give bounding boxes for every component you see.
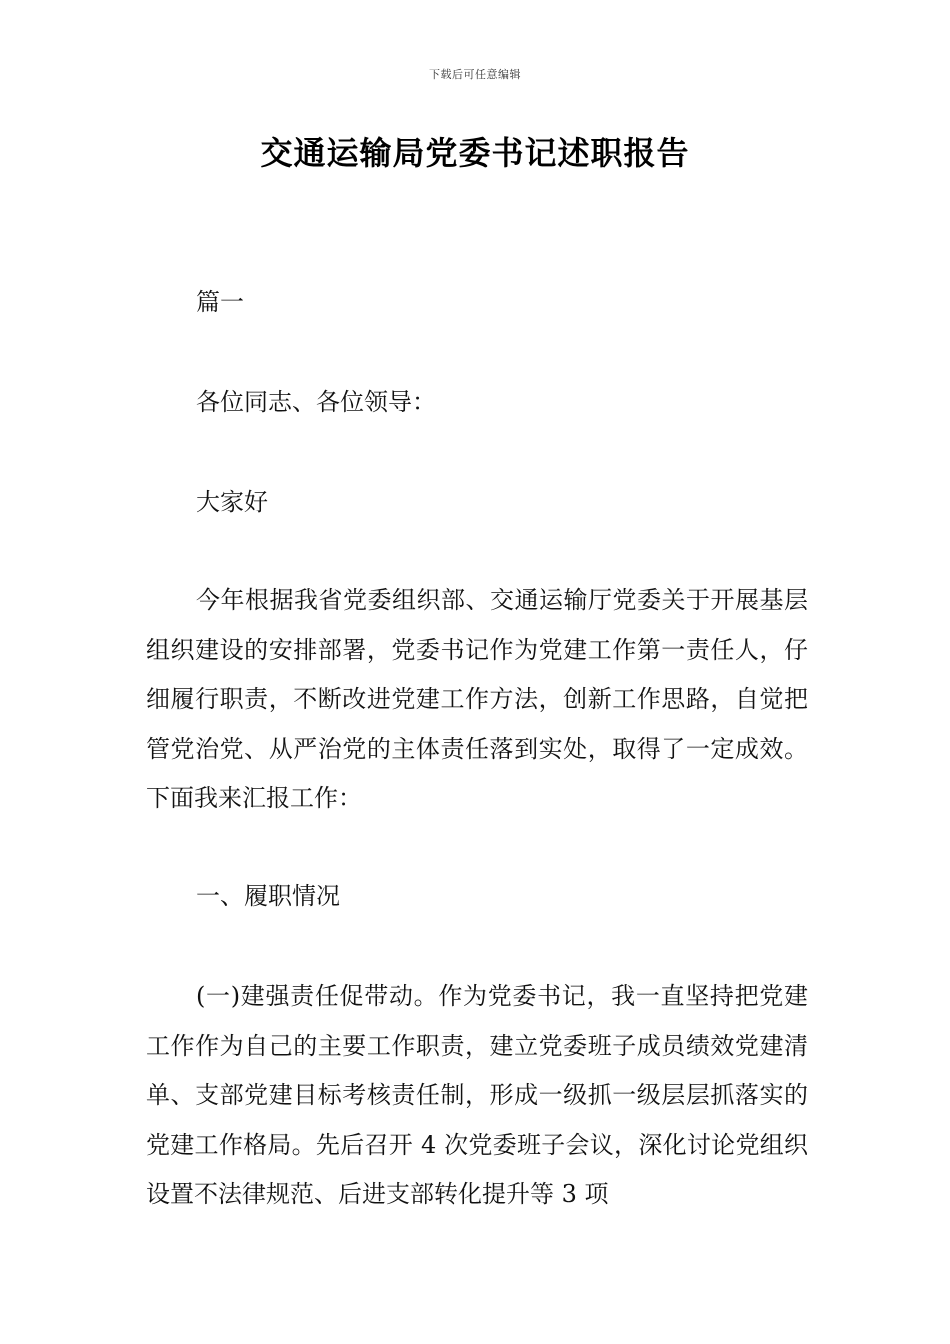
document-title: 交通运输局党委书记述职报告 (260, 134, 690, 172)
section-label: 篇一 (196, 288, 244, 316)
salutation: 各位同志、各位领导： (196, 388, 436, 416)
subsection-paragraph: (一)建强责任促带动。作为党委书记，我一直坚持把党建工作作为自己的主要工作职责，建立党委班子成员绩效党建清单、支部党建目标考核责任制，形成一级抓一级层层抓落实的党建工作格局。先后召开 4 次党委班子会议，深化讨论党组织设置不法律规范、后进支部转化提升等 3 项 (146, 982, 808, 1208)
header-note: 下载后可任意编辑 (429, 68, 521, 81)
intro-paragraph: 今年根据我省党委组织部、交通运输厅党委关于开展基层组织建设的安排部署，党委书记作为党建工作第一责任人，仔细履行职责，不断改进党建工作方法，创新工作思路，自觉把管党治党、从严治党的主体责任落到实处，取得了一定成效。下面我来汇报工作： (146, 586, 808, 812)
section-heading: 一、履职情况 (196, 882, 340, 910)
greeting: 大家好 (196, 488, 268, 516)
